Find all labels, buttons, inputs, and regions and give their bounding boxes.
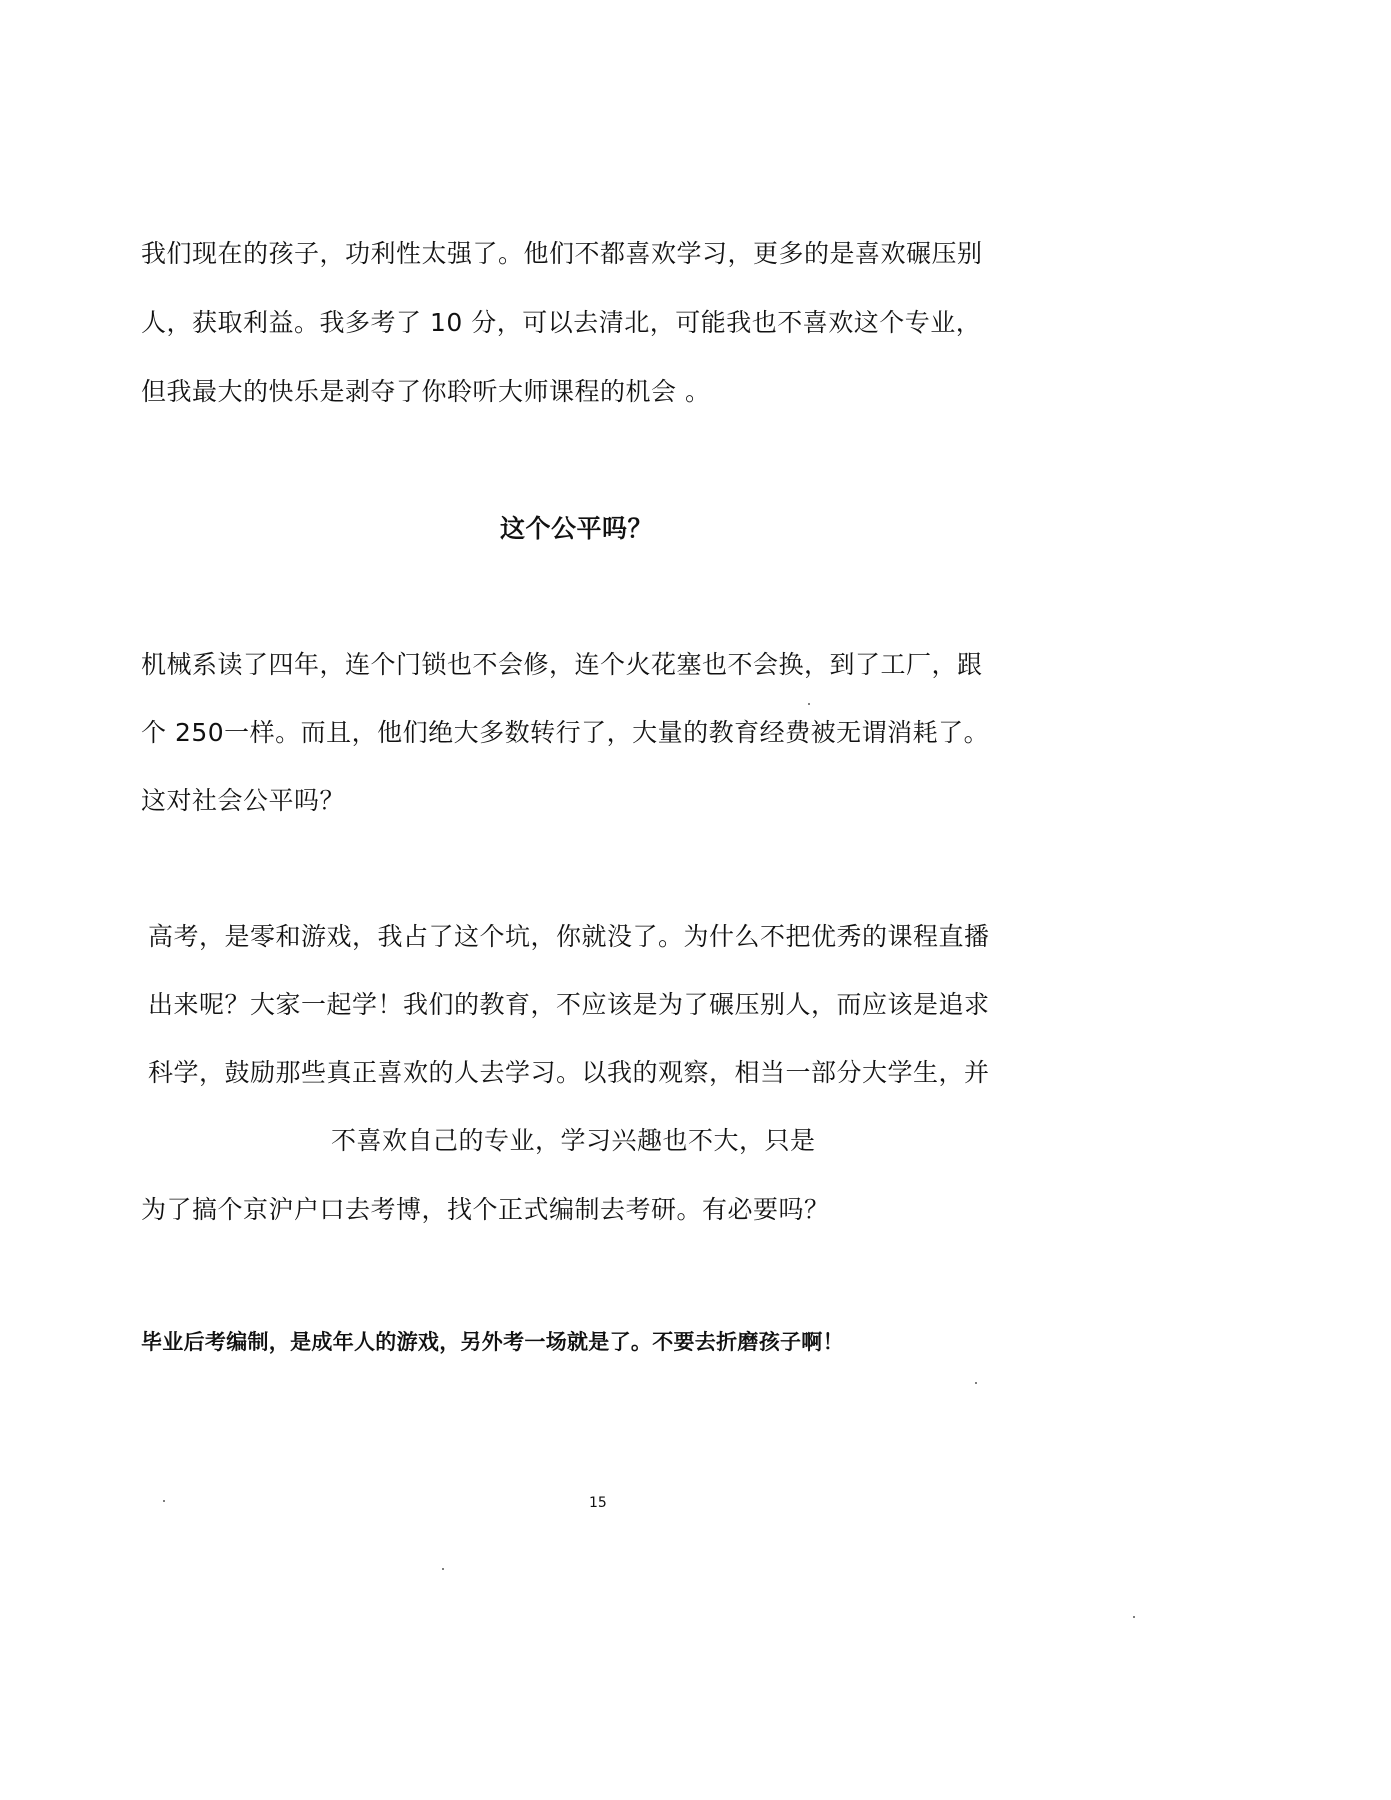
paragraph-2-line-2: 个 250一样。而且，他们绝大多数转行了，大量的教育经费被无谓消耗了。 bbox=[141, 718, 990, 747]
section-heading: 这个公平吗？ bbox=[500, 514, 654, 543]
scan-speck bbox=[1133, 1616, 1135, 1618]
paragraph-1-line-2: 人，获取利益。我多考了 10 分，可以去清北，可能我也不喜欢这个专业， bbox=[141, 308, 982, 337]
closing-statement: 毕业后考编制，是成年人的游戏，另外考一场就是了。不要去折磨孩子啊！ bbox=[141, 1330, 844, 1354]
paragraph-3-line-5: 为了搞个京沪户口去考博，找个正式编制去考研。有必要吗？ bbox=[141, 1195, 830, 1224]
paragraph-3-line-1: 高考，是零和游戏，我占了这个坑，你就没了。为什么不把优秀的课程直播 bbox=[148, 922, 990, 951]
paragraph-1-line-1: 我们现在的孩子，功利性太强了。他们不都喜欢学习，更多的是喜欢碾压别 bbox=[141, 239, 983, 268]
paragraph-3-line-3: 科学，鼓励那些真正喜欢的人去学习。以我的观察，相当一部分大学生，并 bbox=[148, 1058, 990, 1087]
paragraph-2-line-1: 机械系读了四年，连个门锁也不会修，连个火花塞也不会换，到了工厂，跟 bbox=[141, 650, 983, 679]
scan-speck bbox=[808, 703, 810, 705]
scan-speck bbox=[975, 1382, 977, 1384]
paragraph-2-line-3: 这对社会公平吗？ bbox=[141, 786, 346, 815]
paragraph-3-line-4: 不喜欢自己的专业，学习兴趣也不大，只是 bbox=[331, 1126, 816, 1155]
scan-speck bbox=[163, 1500, 165, 1502]
paragraph-3-line-2: 出来呢？大家一起学！我们的教育，不应该是为了碾压别人，而应该是追求 bbox=[148, 990, 990, 1019]
scan-speck bbox=[442, 1568, 444, 1570]
page-number: 15 bbox=[589, 1495, 607, 1511]
paragraph-1-line-3: 但我最大的快乐是剥夺了你聆听大师课程的机会 。 bbox=[141, 377, 711, 406]
